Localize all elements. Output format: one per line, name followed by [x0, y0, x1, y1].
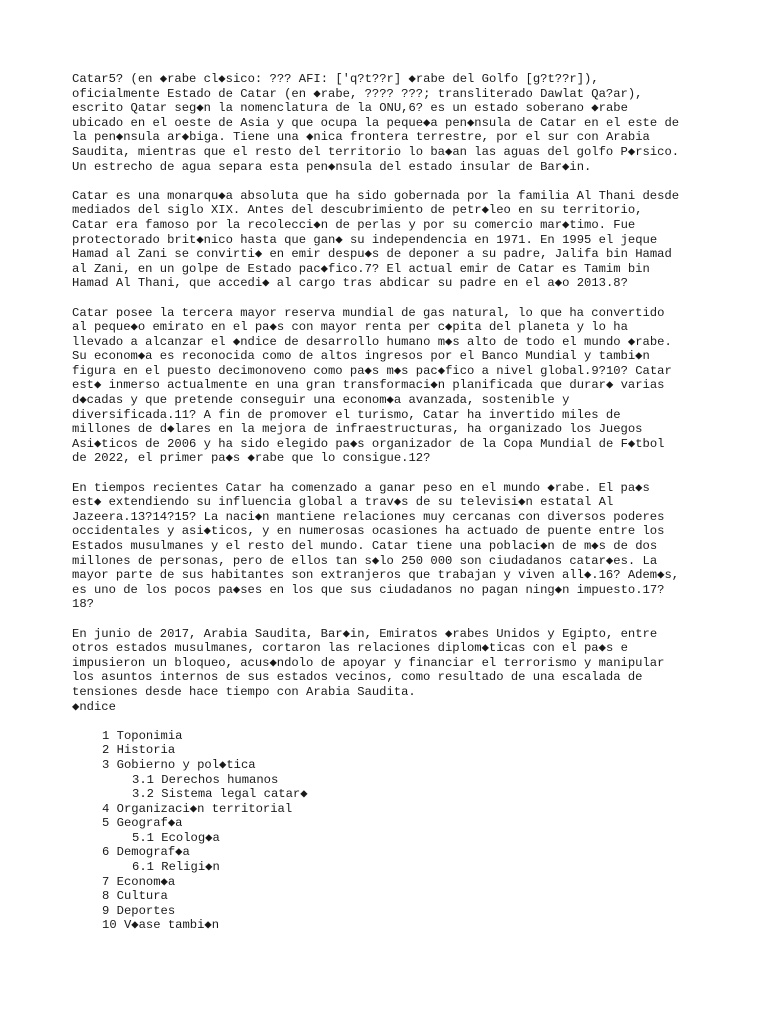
toc-item[interactable]: 8 Cultura — [102, 889, 168, 904]
toc-item[interactable]: 5 Geograf◆a — [102, 816, 183, 831]
toc-item[interactable]: 2 Historia — [102, 743, 176, 758]
toc-item[interactable]: 1 Toponimia — [102, 728, 183, 743]
paragraph-influence: En tiempos recientes Catar ha comenzado a ganar peso en el mundo ◆rabe. El pa◆s est◆ extendiendo su influencia global a trav◆s de su televisi◆n estatal Al Jazeera.13?14?15? La naci◆n mantiene relaciones muy cercanas con diversos poderes occidentales y asi◆ticos, y en numerosas ocasiones ha actuado de puente entre los Estados musulmanes y el resto del mundo. Catar tiene una poblaci◆n de m◆s de dos millones de personas, pero de ellos tan s◆lo 250 000 son ciudadanos catar◆es. La mayor parte de sus habitantes son extranjeros que trabajan y viven all◆.16? Adem◆s, es uno de los pocos pa◆ses en los que sus ciudadanos no pagan ning◆n impuesto.17? 18? — [72, 480, 680, 612]
toc-subitem[interactable]: 5.1 Ecolog◆a — [132, 830, 220, 845]
toc-subitem[interactable]: 3.2 Sistema legal catar◆ — [132, 787, 308, 802]
paragraph-blockade: En junio de 2017, Arabia Saudita, Bar◆in, Emiratos ◆rabes Unidos y Egipto, entre otros estados musulmanes, cortaron las relaciones diplom◆ticas con el pa◆s e impusieron un bloqueo, acus◆ndolo de apoyar y financiar el terrorismo y manipular los asuntos internos de sus estados vecinos, como resultado de una escalada de tensiones desde hace tiempo con Arabia Saudita. — [72, 626, 665, 699]
toc-item[interactable]: 3 Gobierno y pol◆tica — [102, 757, 256, 772]
toc-item[interactable]: 6 Demograf◆a — [102, 845, 190, 860]
toc-subitem[interactable]: 3.1 Derechos humanos — [132, 772, 279, 787]
toc-item[interactable]: 10 V◆ase tambi◆n — [102, 918, 220, 933]
paragraph-monarchy: Catar es una monarqu◆a absoluta que ha sido gobernada por la familia Al Thani desde mediados del siglo XIX. Antes del descubrimiento de petr◆leo en su territorio, Catar era famoso por la recolecci◆n de perlas y por su comercio mar◆timo. Fue protectorado brit◆nico hasta que gan◆ su independencia en 1971. En 1995 el jeque Hamad al Zani se convirti◆ en emir despu◆s de deponer a su padre, Jalifa bin Hamad al Zani, en un golpe de Estado pac◆fico.7? El actual emir de Catar es Tamim bin Hamad Al Thani, que accedi◆ al cargo tras abdicar su padre en el a◆o 2013.8? — [72, 188, 680, 291]
toc-item[interactable]: 4 Organizaci◆n territorial — [102, 801, 293, 816]
document-page — [72, 72, 712, 933]
toc-item[interactable]: 7 Econom◆a — [102, 874, 176, 889]
toc-item[interactable]: 9 Deportes — [102, 903, 176, 918]
paragraph-intro: Catar5? (en ◆rabe cl◆sico: ??? AFI: ['q?t??r] ◆rabe del Golfo [g?t??r]), oficialmente Estado de Catar (en ◆rabe, ???? ???; transliterado Dawlat Qa?ar), escrito Qatar seg◆n la nomenclatura de la ONU,6? es un estado soberano ◆rabe ubicado en el oeste de Asia y que ocupa la peque◆a pen◆nsula de Catar en el este de la pen◆nsula ar◆biga. Tiene una ◆nica frontera terrestre, por el sur con Arabia Saudita, mientras que el resto del territorio lo ba◆an las aguas del golfo P◆rsico. Un estrecho de agua separa esta pen◆nsula del estado insular de Bar◆in. — [72, 72, 680, 174]
table-of-contents — [72, 729, 712, 933]
toc-heading: ◆ndice — [72, 699, 116, 714]
paragraph-economy: Catar posee la tercera mayor reserva mundial de gas natural, lo que ha convertido al peque◆o emirato en el pa◆s con mayor renta per c◆pita del planeta y lo ha llevado a alcanzar el ◆ndice de desarrollo humano m◆s alto de todo el mundo ◆rabe. Su econom◆a es reconocida como de altos ingresos por el Banco Mundial y tambi◆n figura en el puesto decimonoveno como pa◆s m◆s pac◆fico a nivel global.9?10? Catar est◆ inmerso actualmente en una gran transformaci◆n planificada que durar◆ varias d◆cadas y que pretende conseguir una econom◆a avanzada, sostenible y diversificada.11? A fin de promover el turismo, Catar ha invertido miles de millones de d◆lares en la mejora de infraestructuras, ha organizado los Juegos Asi◆ticos de 2006 y ha sido elegido pa◆s organizador de la Copa Mundial de F◆tbol de 2022, el primer pa◆s ◆rabe que lo consigue.12? — [72, 305, 672, 466]
toc-subitem[interactable]: 6.1 Religi◆n — [132, 860, 220, 875]
